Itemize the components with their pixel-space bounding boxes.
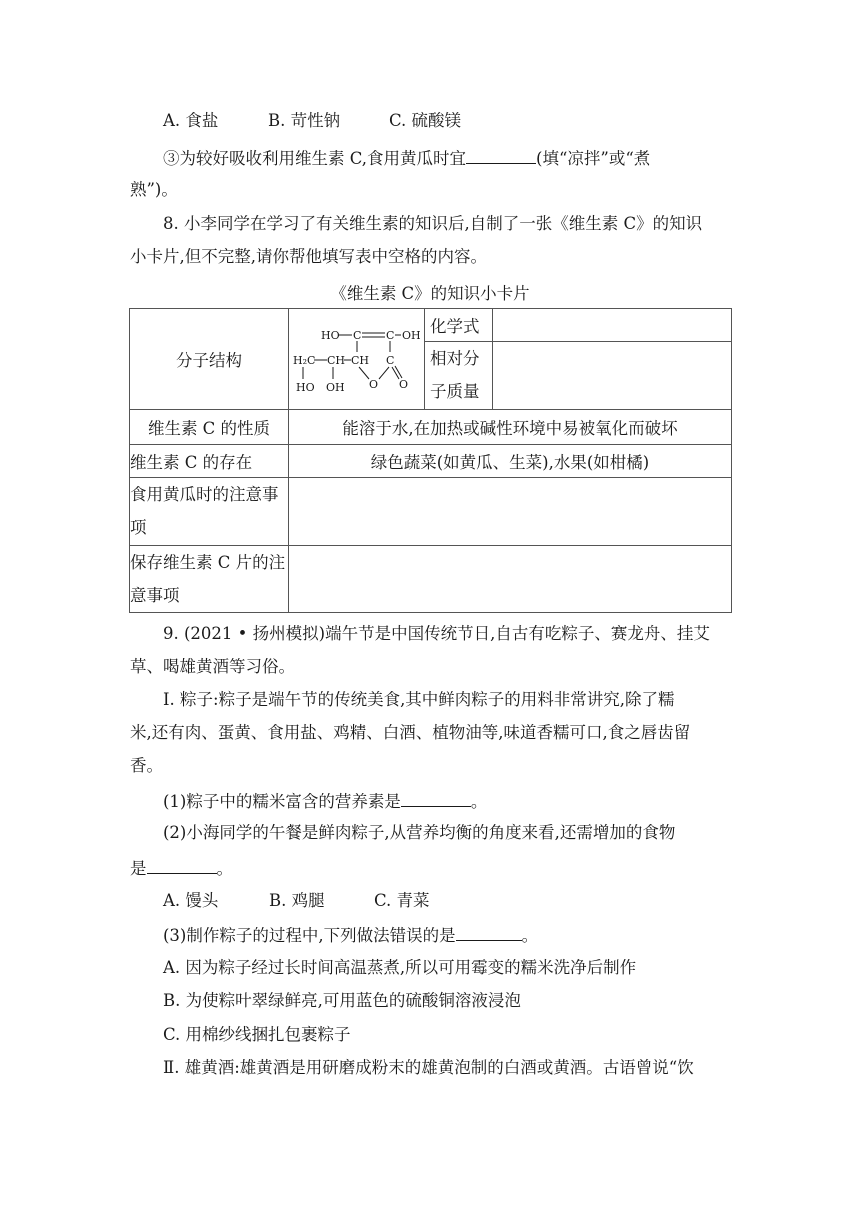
property-label-cell	[129, 409, 289, 445]
q7-answer-blank[interactable]	[466, 147, 536, 164]
q9-part2-line1: Ⅱ. 雄黄酒:雄黄酒是用研磨成粉末的雄黄泡制的白酒或黄酒。古语曾说“饮	[163, 1058, 694, 1077]
atom-ch-1: CH	[327, 354, 346, 367]
formula-label: 化学式	[430, 317, 480, 336]
table-caption: 《维生素 C》的知识小卡片	[330, 284, 530, 303]
property-value: 能溶于水,在加热或碱性环境中易被氧化而破坏	[342, 419, 678, 438]
structure-label: 分子结构	[176, 351, 242, 370]
property-label: 维生素 C 的性质	[147, 419, 271, 438]
q9-part1-line2: 米,还有肉、蛋黄、食用盐、鸡精、白酒、植物油等,味道香糯可口,食之唇齿留	[130, 723, 691, 742]
q7-part3	[163, 147, 650, 169]
formula-label-cell	[424, 308, 493, 342]
q9-sub2-option-c: C. 青菜	[374, 891, 430, 910]
q9-sub2-line1: (2)小海同学的午餐是鲜肉粽子,从营养均衡的角度来看,还需增加的食物	[163, 823, 676, 842]
q7-option-c: C. 硫酸镁	[389, 111, 462, 130]
q9-sub3-option-b: B. 为使粽叶翠绿鲜亮,可用蓝色的硫酸铜溶液浸泡	[163, 991, 521, 1010]
atom-h2c: H₂C	[293, 354, 316, 367]
atom-ch-2: CH	[351, 354, 370, 367]
structure-image-cell	[288, 308, 425, 410]
cucumber-label-line2: 项	[130, 518, 147, 537]
existence-label: 维生素 C 的存在	[130, 453, 253, 472]
cucumber-label-line1: 食用黄瓜时的注意事	[130, 485, 279, 504]
atom-ho-top: HO	[321, 329, 340, 342]
q9-sub1	[163, 790, 487, 812]
mass-value-cell[interactable]	[492, 341, 732, 410]
q7-part3-cont: 熟”)。	[130, 180, 178, 199]
storage-label-line1: 保存维生素 C 片的注	[130, 553, 286, 572]
existence-label-cell	[129, 444, 289, 478]
q9-sub1-text: (1)粽子中的糯米富含的营养素是	[163, 792, 401, 811]
atom-c2: C	[386, 329, 395, 342]
q7-part3-tail: (填“凉拌”或“煮	[536, 149, 651, 168]
cucumber-value-cell[interactable]	[288, 477, 732, 546]
mass-label-line1: 相对分	[430, 349, 480, 368]
q9-sub3-option-a: A. 因为粽子经过长时间高温蒸煮,所以可用霉变的糯米洗净后制作	[163, 958, 637, 977]
formula-value-cell[interactable]	[492, 308, 732, 342]
q9-sub3-text: (3)制作粽子的过程中,下列做法错误的是	[163, 926, 456, 945]
q9-sub3-option-c: C. 用棉纱线捆扎包裹粽子	[163, 1025, 351, 1044]
q9-sub3-end: 。	[521, 926, 539, 945]
q9-sub2-end: 。	[216, 859, 233, 878]
existence-value: 绿色蔬菜(如黄瓜、生菜),水果(如柑橘)	[370, 453, 650, 472]
q9-sub3-blank[interactable]	[456, 924, 522, 941]
structure-label-cell	[129, 308, 289, 410]
storage-label-cell	[129, 545, 289, 613]
q9-line1: 9. (2021 • 扬州模拟)端午节是中国传统节日,自古有吃粽子、赛龙舟、挂艾	[163, 624, 710, 643]
atom-o-keto: O	[399, 378, 409, 391]
property-value-cell	[288, 409, 732, 445]
atom-o-ring: O	[369, 378, 379, 391]
atom-ho-bottom: HO	[296, 381, 315, 394]
mass-label-line2: 子质量	[430, 382, 480, 401]
existence-value-cell	[288, 444, 732, 478]
storage-label-line2: 意事项	[130, 586, 180, 605]
q8-line1: 8. 小李同学在学习了有关维生素的知识后,自制了一张《维生素 C》的知识	[163, 214, 703, 233]
q9-sub1-end: 。	[470, 792, 488, 811]
q9-sub2-line2	[130, 857, 233, 879]
atom-oh-bottom: OH	[326, 381, 345, 394]
q9-part1-line1: Ⅰ. 粽子:粽子是端午节的传统美食,其中鲜肉粽子的用料非常讲究,除了糯	[163, 690, 675, 709]
q9-sub2-option-a: A. 馒头	[163, 891, 219, 910]
q7-options	[163, 111, 461, 131]
q9-part1-line3: 香。	[130, 756, 163, 775]
q7-part3-text: ③为较好吸收利用维生素 C,食用黄瓜时宜	[163, 149, 467, 168]
q7-option-a: A. 食盐	[163, 111, 219, 130]
q9-sub1-blank[interactable]	[401, 790, 471, 807]
atom-oh-top: OH	[402, 329, 421, 342]
atom-c3: C	[386, 354, 395, 367]
q7-option-b: B. 苛性钠	[268, 111, 341, 130]
atom-c1: C	[353, 329, 362, 342]
q9-sub2-option-b: B. 鸡腿	[269, 891, 325, 910]
storage-value-cell[interactable]	[288, 545, 732, 613]
vitamin-c-card-table	[129, 308, 732, 613]
q9-sub2-blank[interactable]	[147, 857, 217, 874]
q9-sub2-text: 是	[130, 859, 147, 878]
q9-line2: 草、喝雄黄酒等习俗。	[130, 657, 295, 676]
vitamin-c-structure-diagram	[289, 309, 426, 411]
q8-line2: 小卡片,但不完整,请你帮他填写表中空格的内容。	[130, 247, 487, 266]
q9-sub2-options	[163, 891, 430, 911]
cucumber-label-cell	[129, 477, 289, 546]
q9-sub3	[163, 924, 538, 946]
mass-label-cell	[424, 341, 493, 410]
